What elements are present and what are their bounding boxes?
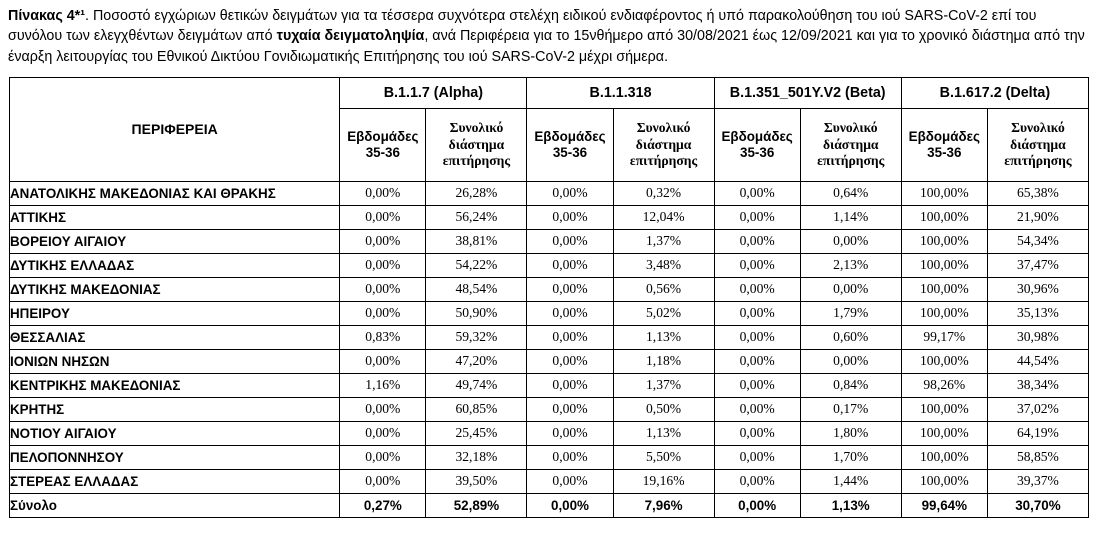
row-value-cell: 1,13% bbox=[613, 325, 714, 349]
table-row bbox=[10, 277, 1089, 301]
row-value-cell: 0,00% bbox=[714, 205, 800, 229]
row-region-label: ΔΥΤΙΚΗΣ ΕΛΛΑΔΑΣ bbox=[10, 253, 340, 277]
row-value-cell: 0,00% bbox=[800, 277, 901, 301]
row-value-cell: 26,28% bbox=[426, 181, 527, 205]
row-value-cell: 19,16% bbox=[613, 469, 714, 493]
row-value-cell: 0,00% bbox=[340, 181, 426, 205]
row-value-cell: 0,00% bbox=[714, 421, 800, 445]
row-value-cell: 0,84% bbox=[800, 373, 901, 397]
row-value-cell: 0,00% bbox=[714, 469, 800, 493]
row-value-cell: 0,00% bbox=[527, 253, 613, 277]
row-value-cell: 3,48% bbox=[613, 253, 714, 277]
row-value-cell: 100,00% bbox=[901, 277, 987, 301]
row-value-cell: 5,50% bbox=[613, 445, 714, 469]
row-value-cell: 0,00% bbox=[340, 469, 426, 493]
row-value-cell: 44,54% bbox=[987, 349, 1088, 373]
row-region-label: Σύνολο bbox=[10, 493, 340, 517]
row-value-cell: 25,45% bbox=[426, 421, 527, 445]
row-value-cell: 0,00% bbox=[527, 421, 613, 445]
row-value-cell: 0,00% bbox=[527, 493, 613, 517]
header-total-alpha: Συνολικό διάστημα επιτήρησης bbox=[426, 108, 527, 181]
row-value-cell: 35,13% bbox=[987, 301, 1088, 325]
row-value-cell: 99,64% bbox=[901, 493, 987, 517]
row-value-cell: 39,50% bbox=[426, 469, 527, 493]
row-value-cell: 0,00% bbox=[527, 325, 613, 349]
row-value-cell: 0,00% bbox=[527, 397, 613, 421]
row-value-cell: 0,32% bbox=[613, 181, 714, 205]
row-value-cell: 0,00% bbox=[340, 277, 426, 301]
row-region-label: ΚΡΗΤΗΣ bbox=[10, 397, 340, 421]
row-value-cell: 54,22% bbox=[426, 253, 527, 277]
table-row bbox=[10, 469, 1089, 493]
row-value-cell: 0,64% bbox=[800, 181, 901, 205]
header-variant-alpha: B.1.1.7 (Alpha) bbox=[340, 77, 527, 108]
row-value-cell: 0,00% bbox=[714, 493, 800, 517]
caption-bold-mid: τυχαία δειγματοληψία bbox=[276, 28, 425, 45]
row-value-cell: 0,00% bbox=[527, 445, 613, 469]
row-region-label: ΚΕΝΤΡΙΚΗΣ ΜΑΚΕΔΟΝΙΑΣ bbox=[10, 373, 340, 397]
row-value-cell: 59,32% bbox=[426, 325, 527, 349]
row-value-cell: 0,00% bbox=[340, 445, 426, 469]
header-weeks-alpha: Εβδομάδες 35-36 bbox=[340, 108, 426, 181]
row-value-cell: 1,37% bbox=[613, 229, 714, 253]
row-value-cell: 100,00% bbox=[901, 181, 987, 205]
row-value-cell: 37,02% bbox=[987, 397, 1088, 421]
row-value-cell: 0,00% bbox=[527, 349, 613, 373]
table-row bbox=[10, 445, 1089, 469]
row-value-cell: 0,00% bbox=[340, 229, 426, 253]
row-value-cell: 1,14% bbox=[800, 205, 901, 229]
row-value-cell: 0,83% bbox=[340, 325, 426, 349]
row-value-cell: 0,00% bbox=[527, 229, 613, 253]
row-value-cell: 98,26% bbox=[901, 373, 987, 397]
row-value-cell: 1,18% bbox=[613, 349, 714, 373]
row-region-label: ΘΕΣΣΑΛΙΑΣ bbox=[10, 325, 340, 349]
variants-table bbox=[9, 77, 1089, 518]
row-value-cell: 54,34% bbox=[987, 229, 1088, 253]
row-region-label: ΔΥΤΙΚΗΣ ΜΑΚΕΔΟΝΙΑΣ bbox=[10, 277, 340, 301]
row-value-cell: 56,24% bbox=[426, 205, 527, 229]
row-value-cell: 30,98% bbox=[987, 325, 1088, 349]
row-value-cell: 0,00% bbox=[714, 181, 800, 205]
table-row bbox=[10, 325, 1089, 349]
row-value-cell: 1,80% bbox=[800, 421, 901, 445]
row-value-cell: 60,85% bbox=[426, 397, 527, 421]
row-value-cell: 7,96% bbox=[613, 493, 714, 517]
row-value-cell: 49,74% bbox=[426, 373, 527, 397]
row-value-cell: 0,00% bbox=[340, 253, 426, 277]
row-value-cell: 1,13% bbox=[613, 421, 714, 445]
caption-label-sup: ¹ bbox=[80, 8, 86, 24]
row-value-cell: 0,00% bbox=[527, 277, 613, 301]
row-value-cell: 0,00% bbox=[527, 205, 613, 229]
row-value-cell: 100,00% bbox=[901, 349, 987, 373]
caption-text-1: . Ποσοστό εγχώριων θετικών δειγμάτων για τα τέσσερα συχνότερα στελέχη ειδικού ενδιαφέροντος ή υπό παρακολούθηση του ιού SARS-CoV-2 επί του συνόλου των ελεγχθέντων δειγμάτων από bbox=[8, 8, 1037, 45]
row-value-cell: 100,00% bbox=[901, 229, 987, 253]
row-value-cell: 37,47% bbox=[987, 253, 1088, 277]
table-row bbox=[10, 421, 1089, 445]
table-body bbox=[10, 181, 1089, 517]
row-value-cell: 0,00% bbox=[340, 205, 426, 229]
row-value-cell: 48,54% bbox=[426, 277, 527, 301]
row-value-cell: 100,00% bbox=[901, 469, 987, 493]
row-value-cell: 100,00% bbox=[901, 445, 987, 469]
table-header-variants bbox=[10, 77, 1089, 108]
row-value-cell: 0,00% bbox=[800, 229, 901, 253]
table-row bbox=[10, 373, 1089, 397]
row-value-cell: 0,00% bbox=[340, 301, 426, 325]
header-weeks-delta: Εβδομάδες 35-36 bbox=[901, 108, 987, 181]
row-value-cell: 38,34% bbox=[987, 373, 1088, 397]
row-value-cell: 100,00% bbox=[901, 421, 987, 445]
table-row bbox=[10, 349, 1089, 373]
row-value-cell: 0,00% bbox=[714, 397, 800, 421]
row-value-cell: 39,37% bbox=[987, 469, 1088, 493]
row-value-cell: 0,00% bbox=[340, 349, 426, 373]
row-value-cell: 5,02% bbox=[613, 301, 714, 325]
row-region-label: ΑΝΑΤΟΛΙΚΗΣ ΜΑΚΕΔΟΝΙΑΣ ΚΑΙ ΘΡΑΚΗΣ bbox=[10, 181, 340, 205]
table-row bbox=[10, 301, 1089, 325]
row-value-cell: 99,17% bbox=[901, 325, 987, 349]
table-row bbox=[10, 253, 1089, 277]
table-row bbox=[10, 181, 1089, 205]
row-value-cell: 1,13% bbox=[800, 493, 901, 517]
row-value-cell: 100,00% bbox=[901, 301, 987, 325]
row-value-cell: 12,04% bbox=[613, 205, 714, 229]
row-region-label: ΑΤΤΙΚΗΣ bbox=[10, 205, 340, 229]
row-value-cell: 0,00% bbox=[714, 253, 800, 277]
row-value-cell: 0,00% bbox=[714, 325, 800, 349]
header-variant-b11318: B.1.1.318 bbox=[527, 77, 714, 108]
header-region: ΠΕΡΙΦΕΡΕΙΑ bbox=[10, 77, 340, 181]
table-row bbox=[10, 397, 1089, 421]
row-value-cell: 1,79% bbox=[800, 301, 901, 325]
row-value-cell: 100,00% bbox=[901, 253, 987, 277]
row-value-cell: 50,90% bbox=[426, 301, 527, 325]
row-value-cell: 0,00% bbox=[714, 277, 800, 301]
row-value-cell: 30,70% bbox=[987, 493, 1088, 517]
row-region-label: ΣΤΕΡΕΑΣ ΕΛΛΑΔΑΣ bbox=[10, 469, 340, 493]
caption-text-2: , ανά Περιφέρεια για το 15νθήμερο από 30/08/2021 έως 12/09/2021 και για το χρονικό διάστημα από την έναρξη λειτουργίας του Εθνικού Δικτύου Γονιδιωματικής Επιτήρησης του ιού SARS-CoV-2 μέχρι σήμερα. bbox=[8, 28, 1085, 65]
row-value-cell: 0,00% bbox=[340, 397, 426, 421]
row-value-cell: 100,00% bbox=[901, 205, 987, 229]
row-value-cell: 0,00% bbox=[714, 229, 800, 253]
row-region-label: ΝΟΤΙΟΥ ΑΙΓΑΙΟΥ bbox=[10, 421, 340, 445]
row-value-cell: 1,37% bbox=[613, 373, 714, 397]
row-value-cell: 0,00% bbox=[714, 301, 800, 325]
table-row bbox=[10, 205, 1089, 229]
row-value-cell: 64,19% bbox=[987, 421, 1088, 445]
row-region-label: ΠΕΛΟΠΟΝΝΗΣΟΥ bbox=[10, 445, 340, 469]
row-region-label: ΒΟΡΕΙΟΥ ΑΙΓΑΙΟΥ bbox=[10, 229, 340, 253]
row-value-cell: 0,00% bbox=[527, 373, 613, 397]
row-value-cell: 0,00% bbox=[340, 421, 426, 445]
header-total-beta: Συνολικό διάστημα επιτήρησης bbox=[800, 108, 901, 181]
header-weeks-b11318: Εβδομάδες 35-36 bbox=[527, 108, 613, 181]
row-value-cell: 0,00% bbox=[527, 469, 613, 493]
table-row-total bbox=[10, 493, 1089, 517]
header-variant-delta: B.1.617.2 (Delta) bbox=[901, 77, 1088, 108]
row-value-cell: 0,27% bbox=[340, 493, 426, 517]
row-value-cell: 58,85% bbox=[987, 445, 1088, 469]
row-value-cell: 0,60% bbox=[800, 325, 901, 349]
row-value-cell: 0,00% bbox=[800, 349, 901, 373]
table-caption bbox=[8, 6, 1094, 67]
header-total-delta: Συνολικό διάστημα επιτήρησης bbox=[987, 108, 1088, 181]
header-weeks-beta: Εβδομάδες 35-36 bbox=[714, 108, 800, 181]
row-value-cell: 100,00% bbox=[901, 397, 987, 421]
row-value-cell: 0,17% bbox=[800, 397, 901, 421]
row-value-cell: 65,38% bbox=[987, 181, 1088, 205]
row-value-cell: 0,00% bbox=[527, 301, 613, 325]
row-value-cell: 21,90% bbox=[987, 205, 1088, 229]
row-value-cell: 1,70% bbox=[800, 445, 901, 469]
row-value-cell: 47,20% bbox=[426, 349, 527, 373]
row-value-cell: 52,89% bbox=[426, 493, 527, 517]
row-value-cell: 2,13% bbox=[800, 253, 901, 277]
header-total-b11318: Συνολικό διάστημα επιτήρησης bbox=[613, 108, 714, 181]
row-region-label: ΗΠΕΙΡΟΥ bbox=[10, 301, 340, 325]
row-value-cell: 0,56% bbox=[613, 277, 714, 301]
row-value-cell: 30,96% bbox=[987, 277, 1088, 301]
row-value-cell: 0,00% bbox=[714, 445, 800, 469]
row-value-cell: 0,00% bbox=[714, 373, 800, 397]
row-value-cell: 1,16% bbox=[340, 373, 426, 397]
row-value-cell: 0,00% bbox=[527, 181, 613, 205]
header-variant-beta: B.1.351_501Y.V2 (Beta) bbox=[714, 77, 901, 108]
row-value-cell: 32,18% bbox=[426, 445, 527, 469]
row-region-label: ΙΟΝΙΩΝ ΝΗΣΩΝ bbox=[10, 349, 340, 373]
row-value-cell: 1,44% bbox=[800, 469, 901, 493]
table-row bbox=[10, 229, 1089, 253]
caption-label: Πίνακας 4* bbox=[8, 8, 81, 24]
row-value-cell: 38,81% bbox=[426, 229, 527, 253]
row-value-cell: 0,00% bbox=[714, 349, 800, 373]
row-value-cell: 0,50% bbox=[613, 397, 714, 421]
